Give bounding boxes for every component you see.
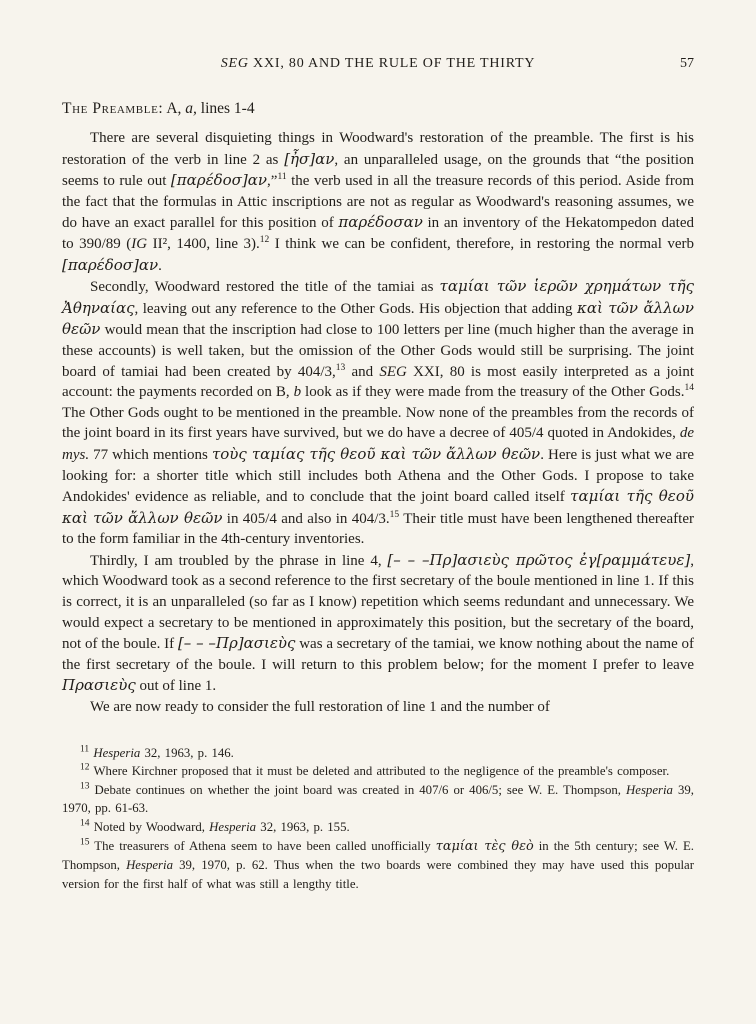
footnote [62,837,694,894]
text-run: Noted by Woodward, [89,820,210,834]
text-run: [– – –Πρ]ασιεὺς πρῶτος ἐγ[ραμμάτευε] [387,550,691,569]
text-run: SEG [220,56,249,71]
text-run: τοὺς ταμίας τῆς θεοῦ καὶ τῶν ἄλλων θεῶν [211,444,541,463]
text-run: SEG [379,363,407,380]
text-run: lines 1-4 [196,100,255,117]
running-head [62,56,694,72]
paragraph [62,128,694,276]
text-run: and [345,363,380,380]
text-run: καὶ τῶν ἄλλων θεῶν [62,298,694,339]
footnote-ref: 14 [80,818,90,829]
footnote-ref: 13 [80,781,90,792]
text-run: Thirdly, I am troubled by the phrase in line 4, [90,552,388,569]
text-run: [παρέδοσ]αν [170,171,268,190]
text-run: was a secretary of the tamiai, we know nothing about the name of the first secretary of the boule. I will return to this problem below; for the moment I prefer to leave [62,636,694,673]
text-run: ταμίαι τῆς θεοῦ καὶ τῶν ἄλλων θεῶν [62,487,694,527]
text-run: look as if they were made from the treasury of the Other Gods. [301,384,685,401]
text-run: the verb used in all the treasure records of this period. Aside from the fact that the formulas in Attic inscriptions are not as regular as Woodward's reasoning assumes, we do have an exact parallel for this position of [62,173,694,232]
text-run: Hesperia [626,782,673,797]
paragraph [62,550,694,697]
text-run: There are several disquieting things in Woodward's restoration of the preamble. The first is his restoration of the verb in line 2 as [62,130,694,168]
text-run: Where Kirchner proposed that it must be deleted and attributed to the negligence of the preamble's composer. [89,764,670,779]
text-run: [– – –Πρ]ασιεὺς [177,634,296,653]
text-run: , which Woodward took as a second reference to the first secretary of the boule mentioned in line 1. If this is correct, it is an unparalleled (so far as I know) repetition which seems redundant and unnecessary. We would expect a secretary to be mentioned in approximately this position, but the secretary of the board, not of the boule. If [62,552,694,653]
text-run: b [293,384,302,401]
text-run: Debate continues on whether the joint board was created in 407/6 or 406/5; see W. E. Thompson, [89,782,627,797]
page-number: 57 [680,56,694,71]
text-run: ταμίαι τὲς θεὸ [435,838,534,854]
text-run: II², 1400, line 3). [147,235,260,252]
text-run: Hesperia [93,745,141,760]
text-run: The treasurers of Athena seem to have been called unofficially [89,838,436,853]
text-run: ταμίαι τῶν ἱερῶν χρημάτων τῆς Ἀθηναίας [62,277,694,317]
footnote-ref: 15 [389,509,400,520]
text-run: a, [185,100,197,117]
text-run: Their title must have been lengthened thereafter to the form familiar in the 4th-century inventories. [62,510,694,548]
running-head-title [221,56,536,71]
text-run: , leaving out any reference to the Other Gods. His objection that adding [134,300,577,317]
text-run: XXI, 80 AND THE RULE OF THE THIRTY [248,56,536,71]
text-run: XXI, 80 is most easily interpreted as a joint account: the payments recorded on B, [62,363,694,401]
text-run: 32, 1963, p. 155. [256,820,350,834]
text-run: [ἦσ]αν [284,149,335,168]
text-run: . Here is just what we are looking for: a shorter title which still includes both Athena and the Other Gods. I propose to take Andokides' evidence as reliable, and to conclude that the joint board called itself [62,446,695,506]
footnote-ref: 13 [335,362,346,373]
text-run: The Preamble: [62,100,164,117]
footnote-ref: 11 [80,744,90,755]
text-run: IG [131,235,148,252]
paragraph [62,697,694,718]
paragraph [62,276,694,550]
text-run: I think we can be confident, therefore, in restoring the normal verb [269,235,694,252]
footnote [62,781,694,818]
text-run: Hesperia [126,858,173,873]
text-run: in the 5th century; see W. E. Thompson, [62,838,694,873]
text-run: The Other Gods ought to be mentioned in the preamble. Now none of the preambles from the records of the joint board in its first years have survived, but we do have a decree of 405/4 quoted in Andokides, [62,404,694,442]
text-run: 77 which mentions [89,446,212,463]
text-run: Πρασιεὺς [62,676,136,695]
footnote-ref: 14 [684,383,695,394]
footnote [62,744,694,763]
text-run: de mys. [62,425,694,463]
footnote-ref: 15 [80,837,90,848]
text-run: παρέδοσαν [338,213,423,232]
section-heading [62,100,694,118]
footnote [62,818,694,837]
text-run: ,” [267,173,278,190]
text-run: [παρέδοσ]αν [62,255,159,274]
text-run: would mean that the inscription had close to 100 letters per line (much higher than the average in these accounts) is well taken, but the omission of the Other Gods would still be surprising. The joint board of tamiai had been created by 404/3, [62,322,694,380]
footnote [62,762,694,781]
text-run: Secondly, Woodward restored the title of the tamiai as [90,279,440,296]
text-run: A, [163,100,186,117]
text-run: 39, 1970, p. 62. Thus when the two boards were combined they may have used this popular version for the first half of what was still a lengthy title. [62,858,694,891]
text-run: , an unparalleled usage, on the grounds that “the position seems to rule out [62,151,694,190]
text-run: in an inventory of the Hekatompedon dated to 390/89 ( [62,215,694,252]
text-run: 32, 1963, p. 146. [140,745,234,760]
text-run: out of line 1. [135,678,217,695]
footnotes [62,744,694,894]
text-run: 39, 1970, pp. 61-63. [62,782,694,816]
footnote-ref: 11 [277,172,287,183]
text-run: in 405/4 and also in 404/3. [222,510,390,527]
footnote-ref: 12 [80,762,90,773]
footnote-ref: 12 [259,234,270,245]
body-paragraphs [62,128,694,718]
text-run: Hesperia [209,820,257,834]
text-run: We are now ready to consider the full restoration of line 1 and the number of [90,699,550,716]
text-run: . [158,257,162,274]
